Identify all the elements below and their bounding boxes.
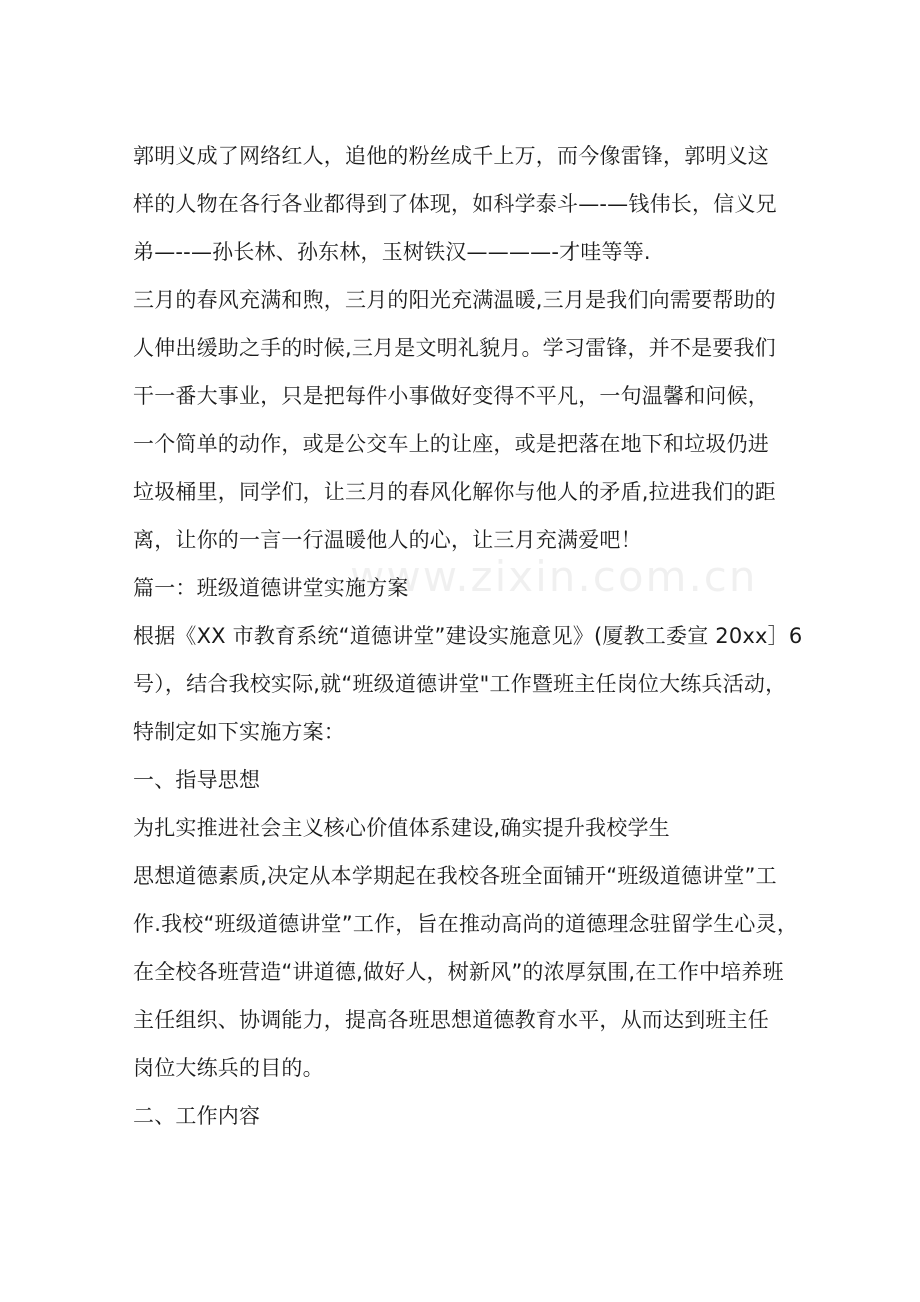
text-line: 弟—--—孙长林、孙东林，玉树铁汉————-才哇等等. (133, 240, 651, 264)
text-line: 为扎实推进社会主义核心价值体系建设,确实提升我校学生 (133, 816, 670, 840)
text-line: 离，让你的一言一行温暖他人的心，让三月充满爱吧！ (133, 528, 642, 552)
text-line: 特制定如下实施方案： (133, 720, 345, 744)
text-line: 思想道德素质,决定从本学期起在我校各班全面铺开“班级道德讲堂”工 (133, 864, 777, 888)
text-line: 作.我校“班级道德讲堂”工作，旨在推动高尚的道德理念驻留学生心灵， (133, 912, 799, 936)
text-line: 主任组织、协调能力，提高各班思想道德教育水平，从而达到班主任 (133, 1008, 769, 1032)
text-line: 垃圾桶里，同学们，让三月的春风化解你与他人的矛盾,拉进我们的距 (133, 480, 776, 504)
watermark: www.zixin.com.cn (350, 552, 758, 601)
section-heading: 一、指导思想 (133, 768, 261, 792)
text-line: 三月的春风充满和煦，三月的阳光充满温暖,三月是我们向需要帮助的 (133, 288, 776, 312)
text-line: 郭明义成了网络红人，追他的粉丝成千上万，而今像雷锋，郭明义这 (133, 144, 769, 168)
text-line: 样的人物在各行各业都得到了体现，如科学泰斗—-—钱伟长，信义兄 (133, 192, 777, 216)
section-heading: 篇一：班级道德讲堂实施方案 (133, 576, 409, 600)
text-line: 一个简单的动作，或是公交车上的让座，或是把落在地下和垃圾仍进 (133, 432, 769, 456)
text-line: 岗位大练兵的目的。 (133, 1056, 324, 1080)
text-line: 根据《XX 市教育系统“道德讲堂”建设实施意见》(厦教工委宣 20xx］6 (133, 624, 803, 648)
text-line: 人伸出缓助之手的时候,三月是文明礼貌月。学习雷锋，并不是要我们 (133, 336, 776, 360)
text-line: 干一番大事业，只是把每件小事做好变得不平凡，一句温馨和问候， (133, 384, 769, 408)
text-line: 在全校各班营造“讲道德,做好人，树新风”的浓厚氛围,在工作中培养班 (133, 960, 784, 984)
section-heading: 二、工作内容 (133, 1104, 261, 1128)
text-line: 号），结合我校实际,就“班级道德讲堂"工作暨班主任岗位大练兵活动， (133, 672, 787, 696)
